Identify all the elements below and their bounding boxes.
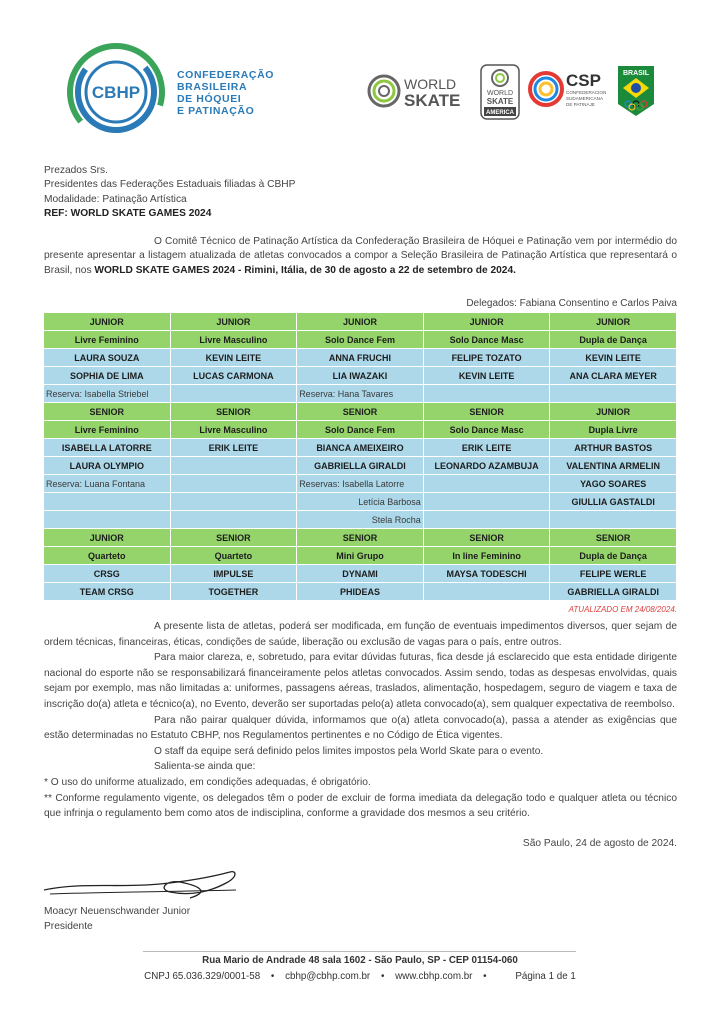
signer-name: Moacyr Neuenschwander Junior [44,906,191,917]
table-cell [550,511,677,529]
table-cell: SENIOR [297,529,424,547]
footer-address: Rua Mario de Andrade 48 sala 1602 - São Paulo, SP - CEP 01154-060 [202,955,518,966]
paragraph-5: Salienta-se ainda que: [154,761,256,773]
table-cell [423,493,550,511]
world-skate-america-logo [480,64,520,120]
table-cell: GABRIELLA GIRALDI [550,583,677,601]
table-cell: Dupla Livre [550,421,677,439]
table-cell [170,475,297,493]
table-row [44,475,677,493]
table-cell: LAURA SOUZA [44,349,171,367]
csp-logo [528,66,608,112]
table-cell: LEONARDO AZAMBUJA [423,457,550,475]
signature [40,862,240,906]
signer-title: Presidente [44,921,93,932]
table-cell: FELIPE WERLE [550,565,677,583]
table-cell [423,385,550,403]
table-cell: TOGETHER [170,583,297,601]
table-cell: Livre Masculino [170,421,297,439]
org-name: CONFEDERAÇÃO BRASILEIRA DE HÓQUEI E PATINAÇÃO [177,69,275,117]
svg-text:CSP: CSP [566,71,601,90]
table-cell: Solo Dance Masc [423,421,550,439]
table-cell: Livre Feminino [44,421,171,439]
table-cell: JUNIOR [423,313,550,331]
table-cell: Letícia Barbosa [297,493,424,511]
letter-body [44,619,677,822]
athletes-table [43,312,677,601]
table-row [44,511,677,529]
table-cell: JUNIOR [44,529,171,547]
svg-text:AMERICA: AMERICA [486,110,514,116]
table-cell: SENIOR [297,403,424,421]
table-cell: JUNIOR [550,403,677,421]
table-cell: In line Feminino [423,547,550,565]
table-cell: Livre Feminino [44,331,171,349]
svg-text:SKATE: SKATE [404,91,461,110]
recipients: Presidentes das Federações Estaduais filiadas à CBHP [44,179,296,191]
table-cell: Stela Rocha [297,511,424,529]
table-cell: SENIOR [170,403,297,421]
table-cell: JUNIOR [44,313,171,331]
table-cell: KEVIN LEITE [170,349,297,367]
table-row [44,403,677,421]
table-row [44,421,677,439]
table-cell [423,475,550,493]
table-cell: Solo Dance Fem [297,421,424,439]
note-2: ** Conforme regulamento vigente, os delegados têm o poder de excluir de forma imediata da delegação todo e qualquer atleta ou técnico que infrinja o regulamento bem como atos de indisciplina, conforme a gravidade dos mesmos a seu critério. [44,792,677,820]
modality: Modalidade: Patinação Artística [44,193,187,205]
table-cell: KEVIN LEITE [423,367,550,385]
note-1: * O uso do uniforme atualizado, em condições adequadas, é obrigatório. [44,776,371,788]
paragraph-2: Para maior clareza, e, sobretudo, para evitar dúvidas futuras, fica desde já esclarecido que esta entidade dirigente nacional do esporte não se responsabilizará financeiramente pelos atletas convocados. Assim sendo, todas as despesas envolvidas, quais sejam por exemplo, mas não limitadas a: uniformes, passagens aéreas, traslados, alimentação, hospedagem, seguro de viagem e taxa de inscrição do(a) atleta e técnico(a), no Evento, deverão ser suportadas pelo(a) atleta convocado(a), sem qualquer expectativa de reembolso. [44,652,677,710]
table-cell: Solo Dance Fem [297,331,424,349]
svg-text:BRASIL: BRASIL [622,70,650,77]
table-row [44,349,677,367]
table-row [44,529,677,547]
footer-divider [143,951,576,952]
cbhp-logo-text: CBHP [91,83,141,102]
table-cell [44,511,171,529]
table-cell [550,385,677,403]
world-skate-logo [366,67,470,113]
table-cell: VALENTINA ARMELIN [550,457,677,475]
intro-paragraph: O Comitê Técnico de Patinação Artística da Confederação Brasileira de Hóquei e Patinação vem por intermédio do presente apresentar a listagem atualizada de atletas convocados a compor a Seleção Brasileira de Patinação Artística que representará o Brasil, nos WORLD SKATE GAMES 2024 - Rimini, Itália, de 30 de agosto a 22 de setembro de 2024. [44,236,677,276]
svg-text:DE PATINAJE: DE PATINAJE [566,102,595,107]
table-cell: ERIK LEITE [170,439,297,457]
paragraph-1: A presente lista de atletas, poderá ser modificada, em função de eventuais impedimentos diversos, quer sejam de ordem técnicas, financeiras, éticas, condições de saúde, liberação ou exclusão de vagas para o país, entre outros. [44,621,677,648]
svg-text:WORLD: WORLD [404,76,457,92]
table-cell [170,493,297,511]
table-cell: Reserva: Hana Tavares [297,385,424,403]
table-cell [44,493,171,511]
delegates-line: Delegados: Fabiana Consentino e Carlos Paiva [466,298,677,309]
table-cell: LIA IWAZAKI [297,367,424,385]
table-cell: Dupla de Dança [550,331,677,349]
signer-block [44,904,190,934]
table-row [44,313,677,331]
table-cell: LUCAS CARMONA [170,367,297,385]
table-cell: ISABELLA LATORRE [44,439,171,457]
table-cell: ERIK LEITE [423,439,550,457]
table-cell [170,511,297,529]
table-cell: PHIDEAS [297,583,424,601]
table-cell [423,583,550,601]
table-row [44,457,677,475]
table-cell: Livre Masculino [170,331,297,349]
table-row [44,367,677,385]
table-cell: GABRIELLA GIRALDI [297,457,424,475]
footer-site: www.cbhp.com.br [395,971,473,982]
table-row [44,385,677,403]
reference: REF: WORLD SKATE GAMES 2024 [44,207,212,219]
brasil-olympic-logo [616,64,656,118]
table-cell: MAYSA TODESCHI [423,565,550,583]
updated-note: ATUALIZADO EM 24/08/2024. [568,605,677,614]
table-cell: SOPHIA DE LIMA [44,367,171,385]
table-cell: SENIOR [550,529,677,547]
table-row [44,547,677,565]
paragraph-3: Para não pairar qualquer dúvida, informamos que o(a) atleta convocado(a), passa a atender as exigências que estão determinadas no Estatuto CBHP, nos Regulamentos pertinentes e no Código de Ética vigentes. [44,714,677,742]
table-cell [170,457,297,475]
table-cell: KEVIN LEITE [550,349,677,367]
table-cell [423,511,550,529]
table-cell: Quarteto [44,547,171,565]
table-cell: ANA CLARA MEYER [550,367,677,385]
footer-page: Página 1 de 1 [515,971,576,982]
cbhp-logo [66,42,166,142]
table-cell: BIANCA AMEIXEIRO [297,439,424,457]
table-cell: JUNIOR [297,313,424,331]
footer-contacts: CNPJ 65.036.329/0001-58 • cbhp@cbhp.com.br • www.cbhp.com.br • Página 1 de 1 [144,971,576,982]
table-cell: CRSG [44,565,171,583]
table-cell: SENIOR [423,529,550,547]
table-row [44,439,677,457]
footer-email: cbhp@cbhp.com.br [285,971,371,982]
paragraph-4: O staff da equipe será definido pelos limites impostos pela World Skate para o evento. [154,745,544,757]
table-cell [170,385,297,403]
table-cell: ANNA FRUCHI [297,349,424,367]
table-cell: TEAM CRSG [44,583,171,601]
footer-cnpj: CNPJ 65.036.329/0001-58 [144,971,261,982]
table-cell: Quarteto [170,547,297,565]
table-row [44,493,677,511]
table-cell: SENIOR [44,403,171,421]
table-cell: Reservas: Isabella Latorre [297,475,424,493]
svg-text:CONFEDERACION: CONFEDERACION [566,90,607,95]
letter-date: São Paulo, 24 de agosto de 2024. [522,838,677,849]
table-cell: FELIPE TOZATO [423,349,550,367]
letter-intro [44,164,677,278]
table-cell: JUNIOR [170,313,297,331]
table-row [44,565,677,583]
table-cell: Dupla de Dança [550,547,677,565]
table-cell: Mini Grupo [297,547,424,565]
table-cell: GIULLIA GASTALDI [550,493,677,511]
table-cell: IMPULSE [170,565,297,583]
table-cell: DYNAMI [297,565,424,583]
table-cell: SENIOR [423,403,550,421]
salutation: Prezados Srs. [44,165,108,176]
svg-text:SUDAMERICANA: SUDAMERICANA [566,96,604,101]
table-cell: SENIOR [170,529,297,547]
table-cell: Reserva: Isabella Striebel [44,385,171,403]
table-row [44,331,677,349]
table-cell: YAGO SOARES [550,475,677,493]
table-row [44,583,677,601]
table-cell: Solo Dance Masc [423,331,550,349]
table-cell: ARTHUR BASTOS [550,439,677,457]
table-cell: LAURA OLYMPIO [44,457,171,475]
svg-text:SKATE: SKATE [486,97,514,106]
svg-text:WORLD: WORLD [486,90,514,97]
table-cell: JUNIOR [550,313,677,331]
table-cell: Reserva: Luana Fontana [44,475,171,493]
